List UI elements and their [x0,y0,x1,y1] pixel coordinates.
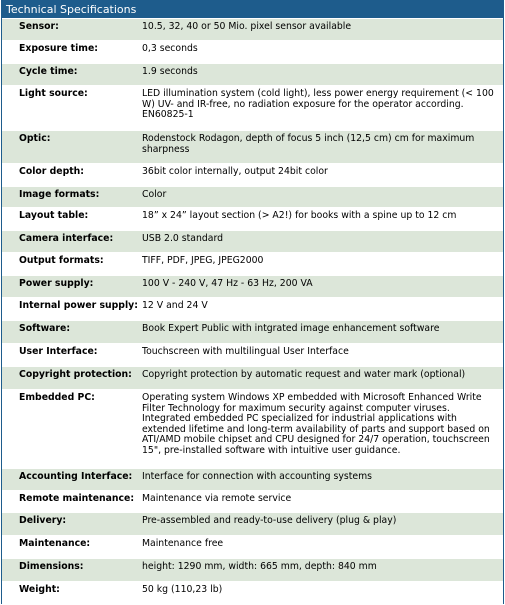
spec-row-internal-power-supply [2,297,503,320]
spec-label: Accounting Interface: [19,471,133,482]
spec-value: 50 kg (110,23 lb) [142,584,223,595]
spec-row-embedded-pc [2,389,503,468]
spec-label: Dimensions: [19,561,84,572]
spec-label: Maintenance: [19,538,91,549]
spec-row-layout-table [2,207,503,230]
spec-row-maintenance [2,535,503,558]
table-header: Technical Specifications [2,1,503,18]
spec-label: Camera interface: [19,233,114,244]
spec-row-copyright-protection [2,366,503,389]
spec-value: Interface for connection with accounting systems [142,471,372,482]
spec-label: Software: [19,323,71,334]
spec-value: 18” x 24” layout section (> A2!) for books with a spine up to 12 cm [142,210,457,221]
spec-value: Pre-assembled and ready-to-use delivery (plug & play) [142,515,397,526]
spec-label: Internal power supply: [19,300,138,311]
spec-label: Image formats: [19,189,100,200]
spec-row-optic [2,130,503,163]
spec-label: Cycle time: [19,66,78,77]
spec-label: Power supply: [19,278,94,289]
spec-value: LED illumination system (cold light), less power energy requirement (< 100 W) UV- and IR-free, no radiation exposure for the operator according. EN60825-1 [142,88,494,121]
spec-row-delivery [2,512,503,535]
spec-value: Maintenance free [142,538,224,549]
spec-value: TIFF, PDF, JPEG, JPEG2000 [142,255,264,266]
spec-row-color-depth [2,163,503,186]
spec-label: User Interface: [19,346,98,357]
spec-row-power-supply [2,275,503,297]
spec-label: Light source: [19,88,88,99]
spec-row-image-formats [2,186,503,207]
spec-value: 1.9 seconds [142,66,198,77]
spec-label: Sensor: [19,21,59,32]
spec-value: 12 V and 24 V [142,300,208,311]
spec-row-light-source [2,85,503,130]
technical-specifications-table [1,0,504,604]
spec-label: Remote maintenance: [19,493,135,504]
spec-label: Exposure time: [19,43,99,54]
spec-label: Layout table: [19,210,89,221]
spec-row-weight [2,581,503,605]
spec-value: 0,3 seconds [142,43,198,54]
spec-value: 36bit color internally, output 24bit color [142,166,328,177]
spec-row-software [2,320,503,343]
spec-value: 100 V - 240 V, 47 Hz - 63 Hz, 200 VA [142,278,313,289]
spec-value: Rodenstock Rodagon, depth of focus 5 inch (12,5 cm) cm for maximum sharpness [142,133,475,155]
spec-row-dimensions [2,558,503,581]
spec-label: Copyright protection: [19,369,132,380]
spec-label: Weight: [19,584,60,595]
spec-row-cycle-time [2,63,503,85]
spec-value: Touchscreen with multilingual User Interface [142,346,349,357]
spec-value: Color [142,189,167,200]
spec-label: Color depth: [19,166,85,177]
spec-value: Book Expert Public with intgrated image enhancement software [142,323,440,334]
spec-value: height: 1290 mm, width: 665 mm, depth: 840 mm [142,561,377,572]
spec-value: Copyright protection by automatic request and water mark (optional) [142,369,466,380]
spec-value: 10.5, 32, 40 or 50 Mio. pixel sensor available [142,21,352,32]
spec-row-output-formats [2,252,503,275]
spec-value: Maintenance via remote service [142,493,292,504]
spec-label: Output formats: [19,255,104,266]
spec-value: USB 2.0 standard [142,233,224,244]
spec-label: Delivery: [19,515,67,526]
spec-label: Embedded PC: [19,392,95,403]
spec-row-exposure-time [2,40,503,63]
spec-row-remote-maintenance [2,490,503,512]
spec-row-sensor [2,18,503,40]
spec-row-camera-interface [2,230,503,252]
spec-row-user-interface [2,343,503,366]
spec-label: Optic: [19,133,51,144]
spec-row-accounting-interface [2,468,503,490]
spec-value: Operating system Windows XP embedded with Microsoft Enhanced Write Filter Technology for maximum security against computer viruses. Integrated embedded PC specialized for industrial applications with extended lifetime and long-term availability of parts and support based on ATI/AMD mobile chipset and CPU designed for 24/7 operation, touchscreen 15", pre-installed software with intuitive user guidance. [142,392,490,456]
